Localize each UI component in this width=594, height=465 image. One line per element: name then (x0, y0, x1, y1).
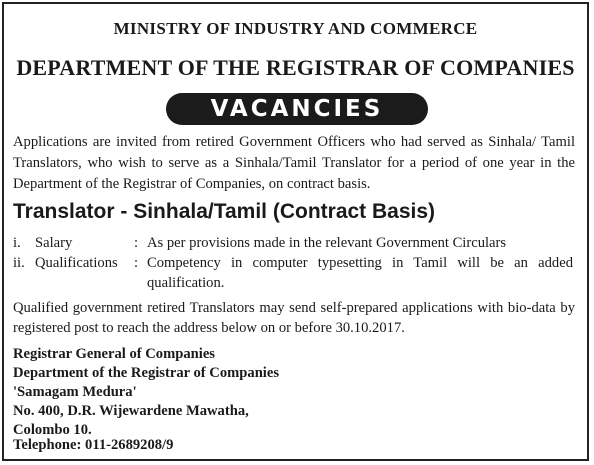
requirement-label: Qualifications (35, 255, 118, 271)
application-instructions: Qualified government retired Translators may send self-prepared applications with bio-data by registered post to reach the address below on or before 30.10.2017. (13, 300, 575, 336)
address-line: 'Samagam Medura' (13, 384, 137, 400)
vacancies-banner: VACANCIES (166, 93, 428, 125)
address-line: No. 400, D.R. Wijewardene Mawatha, (13, 403, 249, 419)
address-line: Department of the Registrar of Companies (13, 365, 280, 381)
position-title: Translator - Sinhala/Tamil (Contract Basis) (13, 200, 436, 223)
requirement-salary (13, 233, 575, 253)
requirement-number: i. (13, 235, 21, 251)
requirement-colon: : (134, 235, 139, 251)
requirement-number: ii. (13, 255, 25, 271)
address-line: Registrar General of Companies (13, 346, 215, 362)
mailing-address (13, 345, 279, 440)
telephone-number: Telephone: 011-2689208/9 (13, 437, 174, 453)
department-title: DEPARTMENT OF THE REGISTRAR OF COMPANIES (16, 55, 575, 80)
requirement-colon: : (134, 255, 139, 271)
advertisement-frame (2, 2, 589, 461)
requirement-value: Competency in computer typesetting in Tamil will be an added qualification. (147, 255, 573, 291)
requirement-qualifications (13, 253, 575, 293)
intro-paragraph: Applications are invited from retired Government Officers who had served as Sinhala/ Tamil Translators, who wish to serve as a Sinhala/Tamil Translator for a period of one year in the Department of the Registrar of Companies, on contract basis. (13, 134, 575, 192)
requirement-label: Salary (35, 235, 73, 251)
address-line: Colombo 10. (13, 422, 92, 438)
ministry-title: MINISTRY OF INDUSTRY AND COMMERCE (113, 19, 478, 38)
requirement-value: As per provisions made in the relevant Government Circulars (147, 235, 507, 251)
